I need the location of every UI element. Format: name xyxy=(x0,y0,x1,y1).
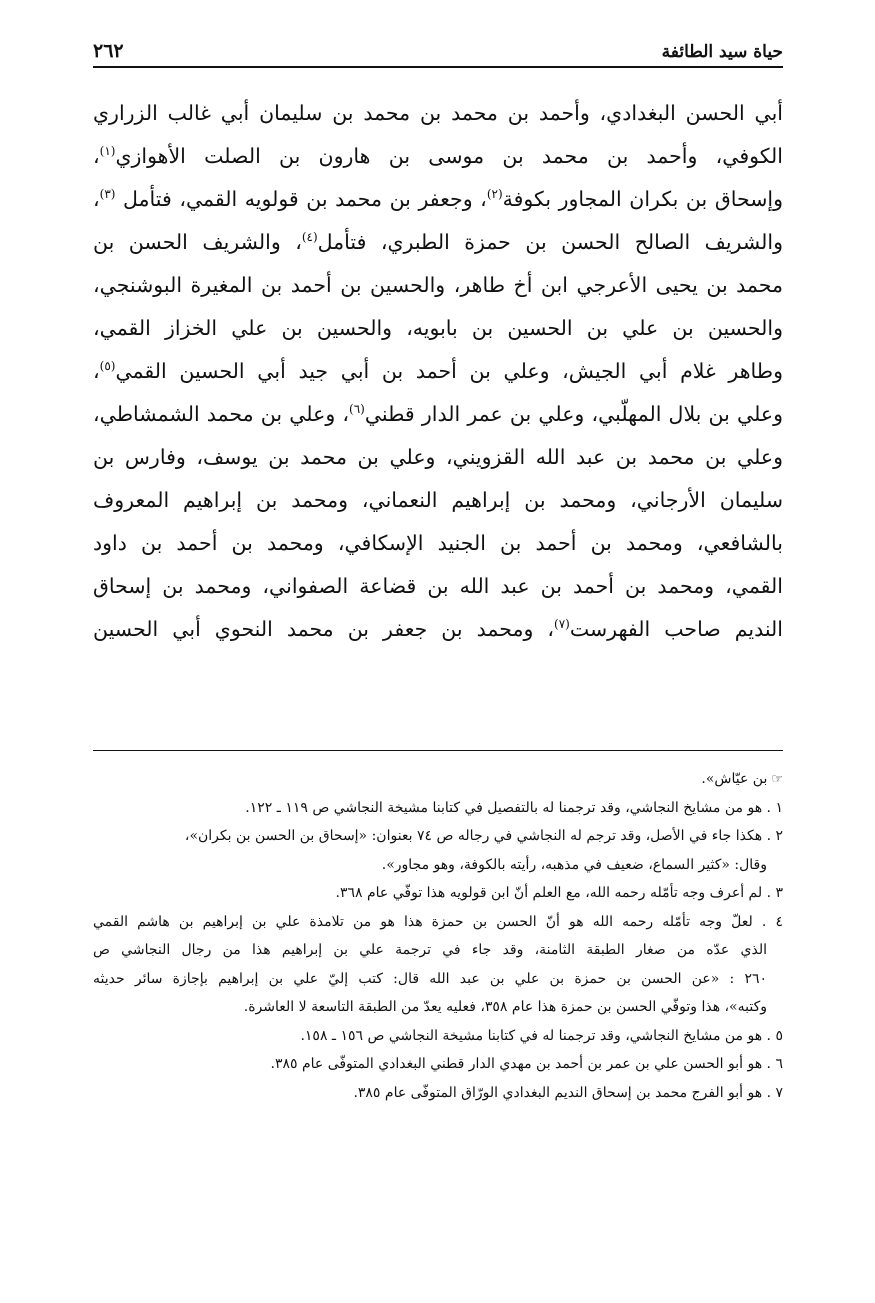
footnote-6: ٦ . هو أبو الحسن علي بن عمر بن أحمد بن مهدي الدار قطني البغدادي المتوفّى عام ٣٨٥. xyxy=(270,1056,783,1072)
text-line-13: النديم صاحب الفهرست$^{(٧)}$، ومحمد بن جعفر بن محمد النحوي أبي الحسين xyxy=(93,617,783,641)
footnote-ref-1: (١) xyxy=(99,144,116,159)
main-text xyxy=(93,92,783,651)
text-line-9: وعلي بن محمد بن عبد الله القزويني، وعلي بن محمد بن يوسف، وفارس بن xyxy=(93,445,783,469)
page-number: ٢٦٢ xyxy=(93,40,124,62)
text-line-6: والحسين بن علي بن الحسين بن بابويه، والحسين بن علي الخزاز القمي، xyxy=(93,316,783,340)
footnote-7: ٧ . هو أبو الفرج محمد بن إسحاق النديم البغدادي الورّاق المتوفّى عام ٣٨٥. xyxy=(353,1084,783,1101)
footnote-ref-7: (٧) xyxy=(554,617,570,632)
text-line-8: وعلي بن بلال المهلّبي، وعلي بن عمر الدار قطني$^{(٦)}$، وعلي بن محمد الشمشاطي، xyxy=(93,402,783,426)
footnote-ref-3: (٣) xyxy=(99,187,116,202)
footnote-4-cont-3: وكتبه»، هذا وتوفّي الحسن بن حمزة هذا عام ٣٥٨، فعليه يعدّ من الطبقة التاسعة لا العاشرة. xyxy=(243,999,767,1015)
text-line-3: وإسحاق بن بكران المجاور بكوفة$^{(٢)}$، وجعفر بن محمد بن قولويه القمي، فتأمل $^{(٣)}$، xyxy=(93,187,783,211)
footnote-ref-6: (٦) xyxy=(349,402,365,417)
page-header xyxy=(93,30,783,68)
footnote-ref-4: (٤) xyxy=(301,230,318,245)
text-line-1: أبي الحسن البغدادي، وأحمد بن محمد بن محمد بن سليمان أبي غالب الزراري xyxy=(93,101,783,125)
footnote-4-cont-2: ٢٦٠ : «عن الحسن بن حمزة بن علي بن عبد الله قال: كتب إليّ علي بن إبراهيم بإجازة سائر حديثه xyxy=(93,970,767,987)
text-line-4: والشريف الصالح الحسن بن حمزة الطبري، فتأمل$^{(٤)}$، والشريف الحسن بن xyxy=(93,230,783,254)
footnote-2: ٢ . هكذا جاء في الأصل، وقد ترجم له النجاشي في رجاله ص ٧٤ بعنوان: «إسحاق بن الحسن بن بكران»، xyxy=(184,828,783,844)
footnote-ref-5: (٥) xyxy=(99,359,116,374)
footnote-separator xyxy=(93,750,783,751)
text-line-2: الكوفي، وأحمد بن محمد بن موسى بن هارون بن الصلت الأهوازي$^{(١)}$، xyxy=(93,144,783,168)
footnote-2-cont: وقال: «كثير السماع، ضعيف في مذهبه، رأيته بالكوفة، وهو مجاور». xyxy=(381,856,767,873)
text-line-5: محمد بن يحيى الأعرجي ابن أخ طاهر، والحسين بن أحمد بن المغيرة البوشنجي، xyxy=(93,273,783,297)
footnote-3: ٣ . لم أعرف وجه تأمّله رحمه الله، مع العلم أنّ ابن قولويه هذا توفّي عام ٣٦٨. xyxy=(335,885,783,901)
text-line-7: وطاهر غلام أبي الجيش، وعلي بن أحمد بن أبي جيد أبي الحسين القمي$^{(٥)}$، xyxy=(93,359,783,383)
footnote-ref-2: (٢) xyxy=(486,187,503,202)
footnote-1: ١ . هو من مشايخ النجاشي، وقد ترجمنا له بالتفصيل في كتابنا مشيخة النجاشي ص ١١٩ ـ ١٢٢. xyxy=(245,799,783,816)
pointing-hand-icon: ☞ xyxy=(771,772,783,787)
text-line-12: القمي، ومحمد بن أحمد بن عبد الله بن قضاعة الصفواني، ومحمد بن إسحاق xyxy=(93,574,783,598)
footnote-5: ٥ . هو من مشايخ النجاشي، وقد ترجمنا له في كتابنا مشيخة النجاشي ص ١٥٦ ـ ١٥٨. xyxy=(300,1027,783,1044)
footnotes xyxy=(93,765,783,1107)
running-title: حياة سيد الطائفة xyxy=(661,42,783,62)
text-line-10: سليمان الأرجاني، ومحمد بن إبراهيم النعماني، ومحمد بن إبراهيم المعروف xyxy=(93,488,783,512)
footnote-4-cont-1: الذي عدّه من صغار الطبقة الثامنة، وقد جاء في ترجمة علي بن إبراهيم هذا من رجال النجاشي ص xyxy=(93,942,767,958)
footnote-continued: ☞بن عيّاش». xyxy=(701,771,783,787)
text-line-11: بالشافعي، ومحمد بن أحمد بن الجنيد الإسكافي، ومحمد بن أحمد بن داود xyxy=(93,531,783,555)
footnote-4: ٤ . لعلّ وجه تأمّله رحمه الله هو أنّ الحسن بن حمزة هذا هو من تلامذة علي بن إبراهيم بن هاشم القمي xyxy=(93,913,783,930)
